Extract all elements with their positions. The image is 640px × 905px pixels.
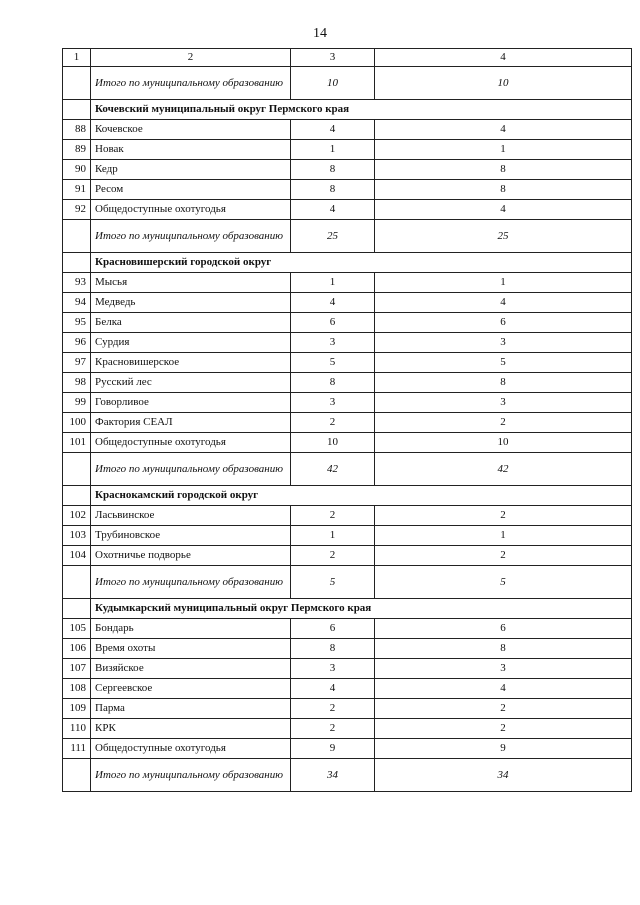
row-col-4: 2 (375, 699, 632, 719)
page-number: 14 (313, 26, 327, 41)
section-num-cell (63, 486, 91, 506)
table-row (63, 273, 632, 293)
table-row (63, 293, 632, 313)
header-row (63, 49, 632, 67)
row-col-4: 5 (375, 353, 632, 373)
row-col-4: 9 (375, 739, 632, 759)
row-col-3: 5 (291, 566, 375, 599)
section-row (63, 486, 632, 506)
row-number: 107 (63, 659, 91, 679)
row-name: Ресом (91, 180, 291, 200)
row-number: 106 (63, 639, 91, 659)
row-number: 101 (63, 433, 91, 453)
row-name: Ласьвинское (91, 506, 291, 526)
row-number: 99 (63, 393, 91, 413)
row-number: 88 (63, 120, 91, 140)
header-col-1: 1 (63, 49, 91, 67)
section-num-cell (63, 100, 91, 120)
row-name: Фактория СЕАЛ (91, 413, 291, 433)
row-number: 102 (63, 506, 91, 526)
row-col-4: 4 (375, 293, 632, 313)
row-col-3: 25 (291, 220, 375, 253)
table-body (63, 49, 632, 792)
table-row (63, 659, 632, 679)
row-col-3: 9 (291, 739, 375, 759)
row-name: Итого по муниципальному образованию (91, 759, 291, 792)
row-name: Визяйское (91, 659, 291, 679)
table-row (63, 160, 632, 180)
row-col-3: 8 (291, 639, 375, 659)
row-name: Сурдия (91, 333, 291, 353)
row-col-3: 4 (291, 293, 375, 313)
table-row (63, 413, 632, 433)
row-number (63, 220, 91, 253)
header-col-4: 4 (375, 49, 632, 67)
row-col-3: 8 (291, 180, 375, 200)
row-name: Мысья (91, 273, 291, 293)
row-name: Итого по муниципальному образованию (91, 67, 291, 100)
row-number: 91 (63, 180, 91, 200)
row-col-3: 3 (291, 393, 375, 413)
row-number: 109 (63, 699, 91, 719)
row-col-3: 2 (291, 413, 375, 433)
table-row (63, 619, 632, 639)
row-number: 97 (63, 353, 91, 373)
row-name: Красновишерское (91, 353, 291, 373)
row-number: 110 (63, 719, 91, 739)
row-col-4: 8 (375, 180, 632, 200)
row-col-3: 4 (291, 120, 375, 140)
total-row (63, 759, 632, 792)
row-name: Итого по муниципальному образованию (91, 566, 291, 599)
table-row (63, 719, 632, 739)
row-col-4: 4 (375, 679, 632, 699)
row-col-3: 4 (291, 679, 375, 699)
row-number (63, 67, 91, 100)
row-number: 98 (63, 373, 91, 393)
row-col-3: 8 (291, 160, 375, 180)
table-row (63, 679, 632, 699)
row-number: 95 (63, 313, 91, 333)
section-num-cell (63, 253, 91, 273)
total-row (63, 67, 632, 100)
row-name: Охотничье подворье (91, 546, 291, 566)
row-number: 93 (63, 273, 91, 293)
row-number: 90 (63, 160, 91, 180)
row-col-4: 2 (375, 546, 632, 566)
table-row (63, 526, 632, 546)
section-title: Кочевский муниципальный округ Пермского края (91, 100, 632, 120)
row-col-4: 1 (375, 140, 632, 160)
table-row (63, 120, 632, 140)
row-col-3: 8 (291, 373, 375, 393)
row-col-4: 3 (375, 393, 632, 413)
row-number: 111 (63, 739, 91, 759)
row-name: Итого по муниципальному образованию (91, 220, 291, 253)
row-col-4: 25 (375, 220, 632, 253)
row-number: 108 (63, 679, 91, 699)
header-col-3: 3 (291, 49, 375, 67)
row-name: Бондарь (91, 619, 291, 639)
row-col-3: 6 (291, 619, 375, 639)
row-col-3: 1 (291, 273, 375, 293)
section-row (63, 253, 632, 273)
row-name: Кочевское (91, 120, 291, 140)
table-row (63, 393, 632, 413)
row-name: Общедоступные охотугодья (91, 200, 291, 220)
row-col-3: 1 (291, 140, 375, 160)
row-col-4: 3 (375, 659, 632, 679)
table-row (63, 200, 632, 220)
row-col-3: 1 (291, 526, 375, 546)
table-row (63, 353, 632, 373)
table-row (63, 313, 632, 333)
table-row (63, 433, 632, 453)
table-row (63, 639, 632, 659)
row-col-3: 3 (291, 333, 375, 353)
row-number (63, 759, 91, 792)
row-name: Новак (91, 140, 291, 160)
row-name: Белка (91, 313, 291, 333)
row-col-4: 6 (375, 313, 632, 333)
table-row (63, 333, 632, 353)
row-number: 103 (63, 526, 91, 546)
table-row (63, 140, 632, 160)
row-name: Трубиновское (91, 526, 291, 546)
row-col-3: 4 (291, 200, 375, 220)
row-name: Время охоты (91, 639, 291, 659)
row-col-3: 10 (291, 67, 375, 100)
section-title: Кудымкарский муниципальный округ Пермского края (91, 599, 632, 619)
table-row (63, 546, 632, 566)
row-name: Итого по муниципальному образованию (91, 453, 291, 486)
row-col-3: 2 (291, 719, 375, 739)
section-num-cell (63, 599, 91, 619)
row-name: Медведь (91, 293, 291, 313)
row-number: 104 (63, 546, 91, 566)
section-row (63, 599, 632, 619)
row-col-3: 5 (291, 353, 375, 373)
row-name: Парма (91, 699, 291, 719)
section-row (63, 100, 632, 120)
row-name: Русский лес (91, 373, 291, 393)
row-number: 105 (63, 619, 91, 639)
table-row (63, 699, 632, 719)
table-row (63, 373, 632, 393)
row-col-3: 6 (291, 313, 375, 333)
total-row (63, 566, 632, 599)
row-name: Сергеевское (91, 679, 291, 699)
row-col-4: 2 (375, 413, 632, 433)
row-number (63, 566, 91, 599)
row-col-4: 8 (375, 160, 632, 180)
row-col-4: 34 (375, 759, 632, 792)
table-row (63, 739, 632, 759)
row-number (63, 453, 91, 486)
row-col-3: 42 (291, 453, 375, 486)
hunting-grounds-table (62, 48, 632, 792)
row-col-3: 10 (291, 433, 375, 453)
row-name: КРК (91, 719, 291, 739)
row-number: 92 (63, 200, 91, 220)
row-col-4: 1 (375, 273, 632, 293)
row-number: 96 (63, 333, 91, 353)
row-col-3: 2 (291, 506, 375, 526)
row-col-3: 2 (291, 699, 375, 719)
row-number: 89 (63, 140, 91, 160)
row-col-4: 42 (375, 453, 632, 486)
row-col-4: 1 (375, 526, 632, 546)
row-number: 94 (63, 293, 91, 313)
row-col-4: 8 (375, 373, 632, 393)
table-row (63, 180, 632, 200)
row-name: Кедр (91, 160, 291, 180)
section-title: Красновишерский городской округ (91, 253, 632, 273)
row-number: 100 (63, 413, 91, 433)
row-name: Говорливое (91, 393, 291, 413)
table-row (63, 506, 632, 526)
row-name: Общедоступные охотугодья (91, 433, 291, 453)
row-col-4: 2 (375, 506, 632, 526)
row-col-3: 2 (291, 546, 375, 566)
header-col-2: 2 (91, 49, 291, 67)
row-col-4: 2 (375, 719, 632, 739)
total-row (63, 220, 632, 253)
row-col-4: 5 (375, 566, 632, 599)
row-col-4: 3 (375, 333, 632, 353)
row-col-4: 6 (375, 619, 632, 639)
row-col-4: 8 (375, 639, 632, 659)
row-col-3: 3 (291, 659, 375, 679)
section-title: Краснокамский городской округ (91, 486, 632, 506)
total-row (63, 453, 632, 486)
row-col-4: 10 (375, 67, 632, 100)
row-name: Общедоступные охотугодья (91, 739, 291, 759)
row-col-4: 10 (375, 433, 632, 453)
row-col-4: 4 (375, 200, 632, 220)
row-col-3: 34 (291, 759, 375, 792)
row-col-4: 4 (375, 120, 632, 140)
